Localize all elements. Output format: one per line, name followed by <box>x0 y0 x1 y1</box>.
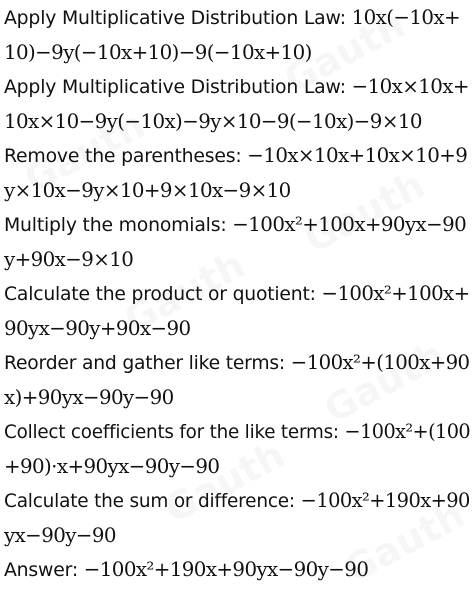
step-math: 10)−9y(−10x+10)−9(−10x+10) <box>4 39 312 64</box>
solution-step <box>4 138 474 207</box>
step-line <box>4 414 471 449</box>
solution-step <box>4 414 474 483</box>
step-line <box>4 345 470 380</box>
step-line <box>4 69 470 104</box>
step-math: −100x²+(100x+90 <box>290 350 470 374</box>
solution-step <box>4 345 474 414</box>
step-line <box>4 276 468 311</box>
step-math: −100x²+100x+90yx−90 <box>232 212 467 236</box>
solution-step <box>4 276 474 345</box>
step-math: +90)·x+90yx−90y−90 <box>4 453 220 478</box>
step-label: Calculate the sum or difference: <box>4 490 301 512</box>
step-label: Apply Multiplicative Distribution Law: <box>4 7 352 29</box>
step-line <box>4 380 470 415</box>
step-line <box>4 173 470 208</box>
step-math: x)+90yx−90y−90 <box>4 384 174 409</box>
step-math: 10x(−10x+ <box>351 5 461 29</box>
answer-line <box>4 552 470 587</box>
step-math: −100x²+(100 <box>344 419 471 443</box>
step-math: −100x²+100x+ <box>321 281 470 305</box>
step-label: Apply Multiplicative Distribution Law: <box>4 76 352 98</box>
step-label: Collect coefficients for the like terms: <box>4 421 345 443</box>
step-line <box>4 35 470 70</box>
answer-math: −100x²+190x+90yx−90y−90 <box>83 557 369 581</box>
step-math: 90yx−90y+90x−90 <box>4 315 191 340</box>
solution-step <box>4 207 474 276</box>
step-label: Remove the parentheses: <box>4 145 248 167</box>
step-line <box>4 0 470 35</box>
step-label: Multiply the monomials: <box>4 214 233 236</box>
step-label: Reorder and gather like terms: <box>4 352 291 374</box>
step-math: y×10x−9y×10+9×10x−9×10 <box>4 177 291 202</box>
step-math: −100x²+190x+90 <box>300 488 470 512</box>
answer <box>4 552 474 587</box>
step-math: y+90x−9×10 <box>4 246 134 271</box>
step-line <box>4 242 470 277</box>
step-math: −10x×10x+ <box>351 74 469 98</box>
step-label: Calculate the product or quotient: <box>4 283 322 305</box>
solution-step <box>4 0 474 69</box>
solution-steps <box>4 0 474 587</box>
solution-step <box>4 69 474 138</box>
step-math: 10x×10−9y(−10x)−9y×10−9(−10x)−9×10 <box>4 108 422 133</box>
step-line <box>4 104 470 139</box>
step-line <box>4 207 470 242</box>
step-line <box>4 138 470 173</box>
step-line <box>4 483 470 518</box>
step-line <box>4 518 470 553</box>
step-math: yx−90y−90 <box>4 522 116 547</box>
answer-label: Answer: <box>4 559 84 581</box>
step-line <box>4 449 470 484</box>
step-math: −10x×10x+10x×10+9 <box>247 143 468 167</box>
solution-step <box>4 483 474 552</box>
step-line <box>4 311 470 346</box>
